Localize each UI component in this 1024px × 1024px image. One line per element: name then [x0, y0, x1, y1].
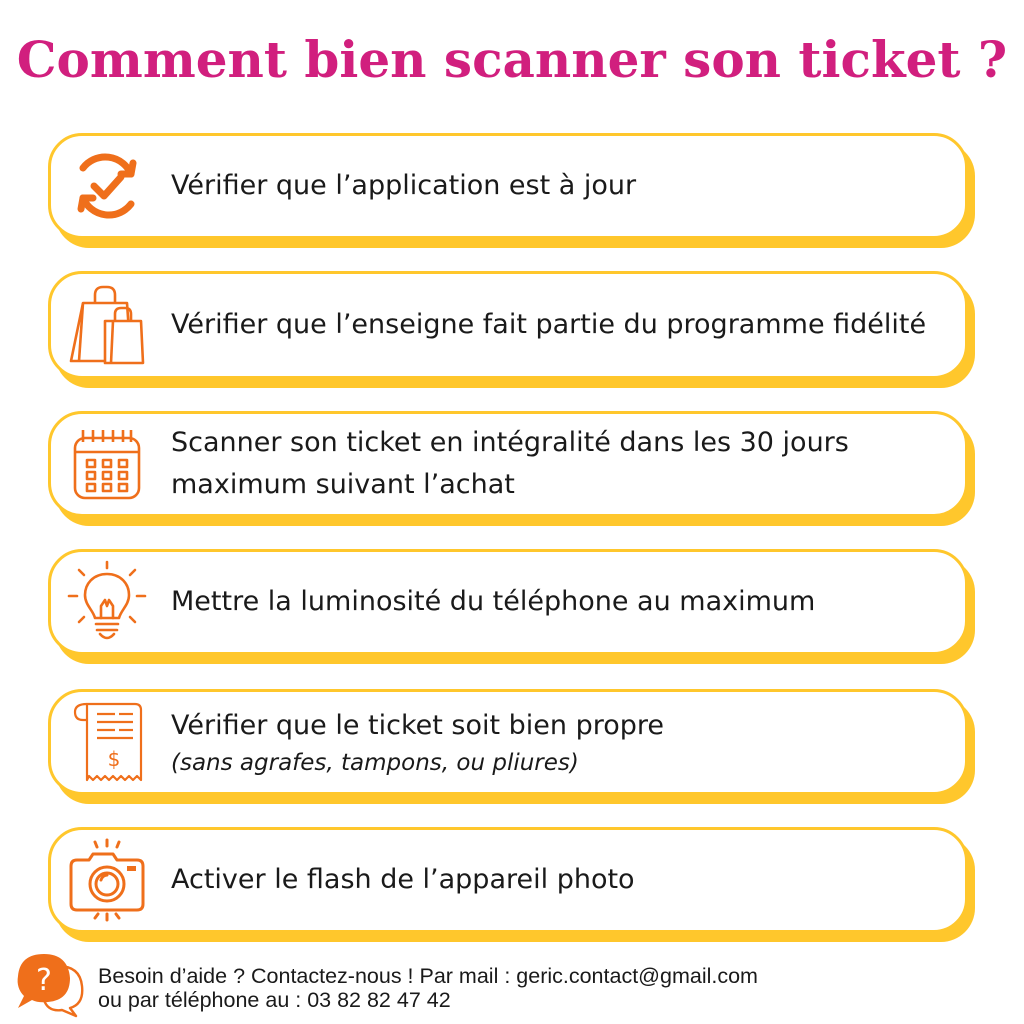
page-title: Comment bien scanner son ticket ?	[16, 30, 1008, 89]
help-bubble-icon	[14, 952, 88, 1018]
step-main-text: Vérifier que le ticket soit bien propre	[171, 710, 665, 741]
help-question-mark: ?	[36, 963, 52, 998]
help-contact-text	[98, 964, 758, 1012]
step-text: Mettre la luminosité du téléphone au maximum	[171, 586, 816, 617]
step-text: Activer le flash de l’appareil photo	[171, 864, 635, 895]
step-card-scan-30-days	[48, 411, 968, 517]
help-footer	[14, 952, 1014, 1018]
help-line-email: Besoin d’aide ? Contactez-nous ! Par mail : geric.contact@gmail.com	[98, 964, 758, 988]
step-card-update-app	[48, 133, 968, 239]
shopping-bags-icon	[65, 283, 149, 367]
refresh-check-icon	[65, 144, 149, 228]
step-text: Scanner son ticket en intégralité dans les 30 jours maximum suivant l’achat	[171, 427, 849, 500]
svg-text:$: $	[107, 747, 121, 771]
lightbulb-icon	[65, 560, 149, 644]
step-card-flash	[48, 827, 968, 933]
step-card-loyalty-store	[48, 271, 968, 379]
step-text: Vérifier que l’enseigne fait partie du programme fidélité	[171, 309, 927, 340]
step-card-brightness	[48, 549, 968, 655]
camera-flash-icon	[65, 838, 149, 922]
step-subtext: (sans agrafes, tampons, ou pliures)	[171, 750, 579, 776]
step-text: Vérifier que l’application est à jour	[171, 170, 637, 201]
help-line-phone: ou par téléphone au : 03 82 82 47 42	[98, 988, 451, 1012]
calendar-icon	[65, 422, 149, 506]
step-text	[171, 705, 945, 779]
receipt-icon	[65, 700, 149, 784]
step-card-clean-ticket	[48, 689, 968, 795]
